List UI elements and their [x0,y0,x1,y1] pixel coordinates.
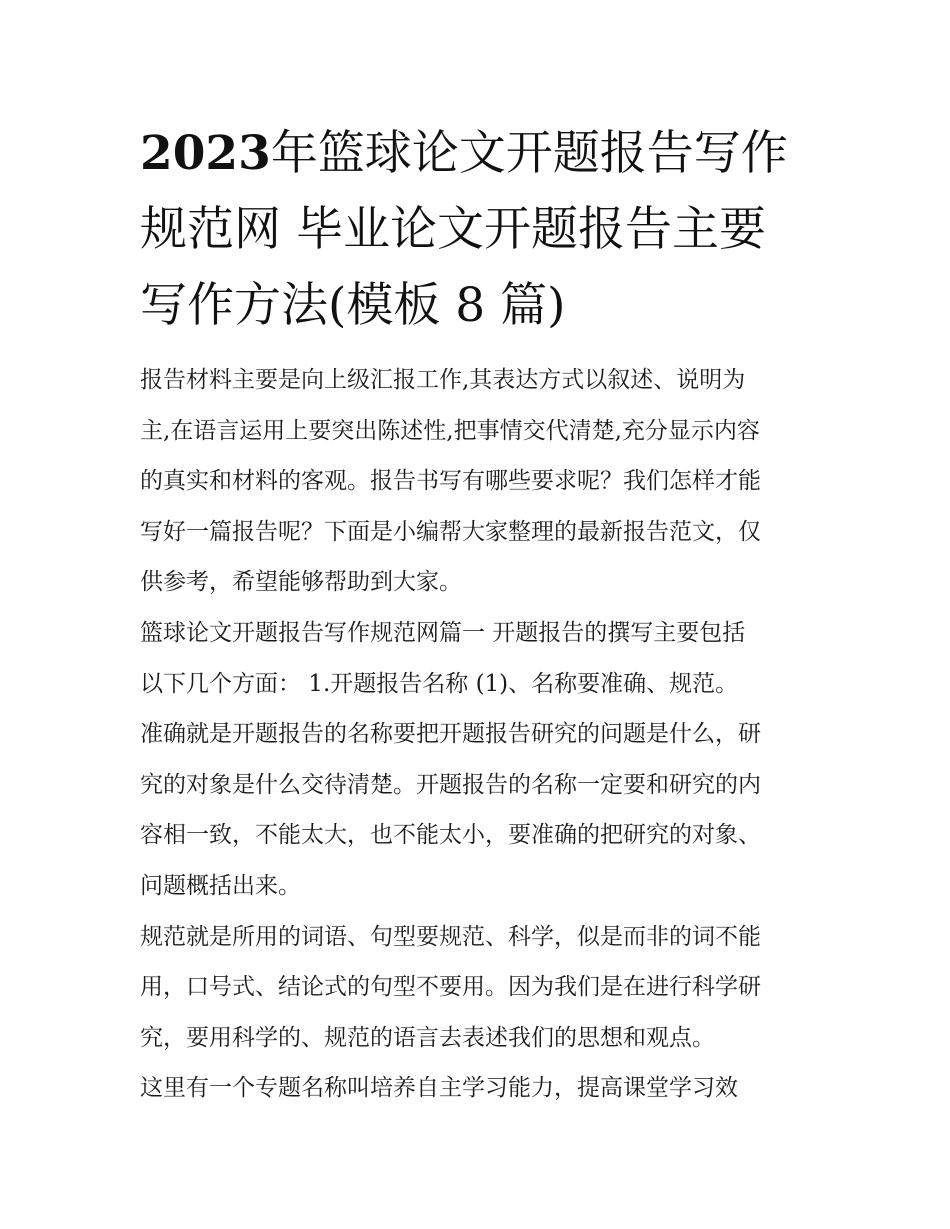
title-year: 2023 [140,126,271,181]
body-line: 用，口号式、结论式的句型不要用。因为我们是在进行科学研 [140,974,761,1001]
body-line: 准确就是开题报告的名称要把开题报告研究的问题是什么，研 [140,721,761,748]
body-line: 这里有一个专题名称叫培养自主学习能力，提高课堂学习效 [140,1075,738,1102]
body-line: 篮球论文开题报告写作规范网篇一 开题报告的撰写主要包括 [140,619,746,646]
body-line: 规范就是所用的词语、句型要规范、科学，似是而非的词不能 [140,923,761,950]
body-line: 容相一致，不能太大，也不能太小，要准确的把研究的对象、 [140,822,761,849]
document-body [140,355,820,1114]
body-line: 主,在语言运用上要突出陈述性,把事情交代清楚,充分显示内容 [140,417,760,444]
title-text: 年篮球论文开题报告写作 [270,126,788,181]
body-line: 以下几个方面： 1.开题报告名称 (1)、名称要准确、规范。 [140,670,739,697]
body-line: 问题概括出来。 [140,872,301,899]
title-line-3: 写作方法(模板 8 篇) [140,278,566,333]
body-line: 报告材料主要是向上级汇报工作,其表达方式以叙述、说明为 [140,367,746,393]
body-line: 供参考，希望能够帮助到大家。 [140,569,462,596]
title-line-2: 规范网 毕业论文开题报告主要 [140,202,766,257]
body-line: 的真实和材料的客观。报告书写有哪些要求呢？我们怎样才能 [140,468,761,495]
body-line: 究，要用科学的、规范的语言去表述我们的思想和观点。 [140,1024,715,1051]
body-line: 写好一篇报告呢？下面是小编帮大家整理的最新报告范文，仅 [140,518,761,545]
body-line: 究的对象是什么交待清楚。开题报告的名称一定要和研究的内 [140,771,761,798]
title-line-1 [140,116,820,192]
document-title [140,116,820,344]
